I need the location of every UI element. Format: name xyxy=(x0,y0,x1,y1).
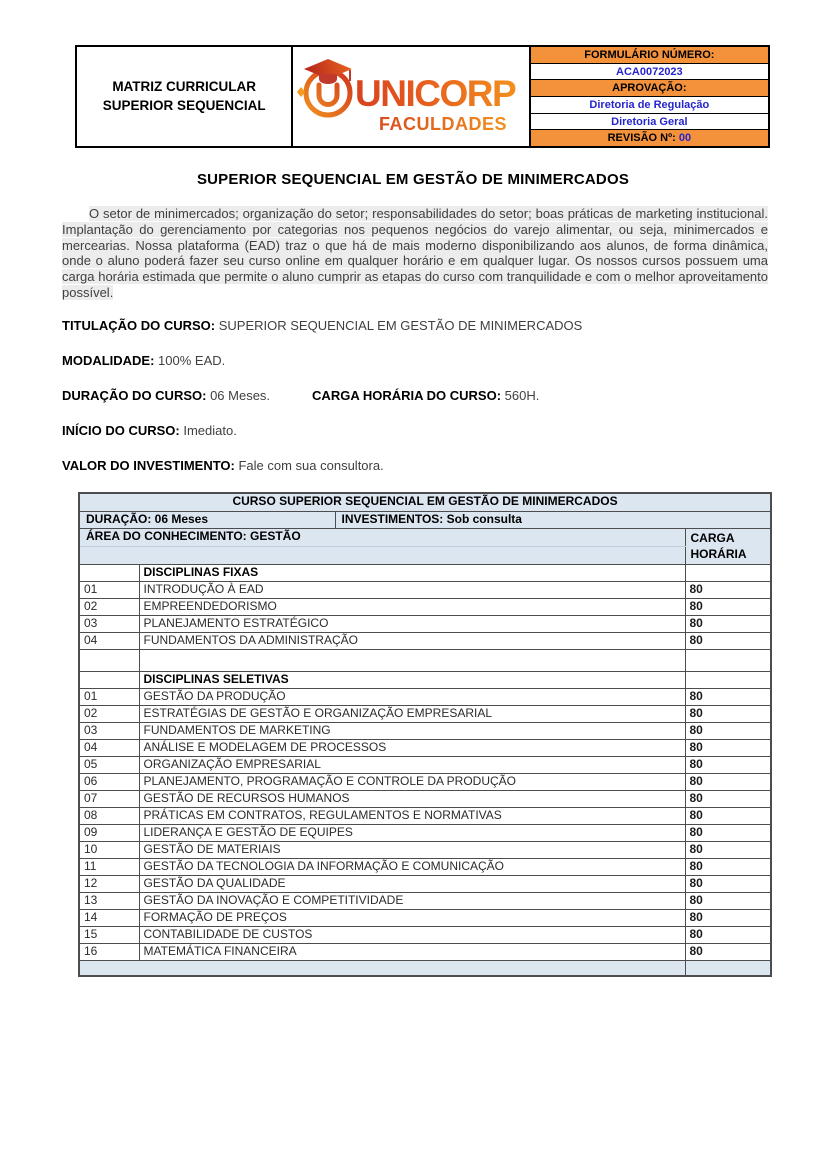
discipline-row xyxy=(79,841,771,858)
page-title: SUPERIOR SEQUENCIAL EM GESTÃO DE MINIMERCADOS xyxy=(196,171,630,188)
detail-modalidade-value: 100% EAD. xyxy=(154,353,226,368)
discipline-name: ANÁLISE E MODELAGEM DE PROCESSOS xyxy=(139,739,685,756)
spacer-name-cell xyxy=(139,649,685,671)
heading-hours-cell xyxy=(685,564,771,581)
discipline-row xyxy=(79,722,771,739)
discipline-row xyxy=(79,739,771,756)
discipline-name: FUNDAMENTOS DA ADMINISTRAÇÃO xyxy=(139,632,685,649)
discipline-hours: 80 xyxy=(685,598,771,615)
detail-titulacao-label: TITULAÇÃO DO CURSO: xyxy=(62,318,216,333)
discipline-hours: 80 xyxy=(685,892,771,909)
discipline-row xyxy=(79,581,771,598)
curriculum-table xyxy=(78,492,772,977)
discipline-name: PLANEJAMENTO, PROGRAMAÇÃO E CONTROLE DA PRODUÇÃO xyxy=(139,773,685,790)
unicorp-logo xyxy=(291,47,530,146)
discipline-name: GESTÃO DA TECNOLOGIA DA INFORMAÇÃO E COMUNICAÇÃO xyxy=(139,858,685,875)
discipline-number: 13 xyxy=(79,892,139,909)
discipline-hours: 80 xyxy=(685,943,771,960)
discipline-name: LIDERANÇA E GESTÃO DE EQUIPES xyxy=(139,824,685,841)
detail-inicio-label: INÍCIO DO CURSO: xyxy=(62,423,180,438)
discipline-hours: 80 xyxy=(685,841,771,858)
detail-inicio xyxy=(62,423,770,438)
discipline-name: FORMAÇÃO DE PREÇOS xyxy=(139,909,685,926)
detail-carga-label: CARGA HORÁRIA DO CURSO: xyxy=(312,388,502,403)
course-details xyxy=(62,318,770,493)
discipline-name: GESTÃO DA INOVAÇÃO E COMPETITIVIDADE xyxy=(139,892,685,909)
discipline-hours: 80 xyxy=(685,705,771,722)
table-area-empty-row xyxy=(79,546,771,564)
curriculum-rows xyxy=(79,564,771,960)
curriculum-table-foot xyxy=(79,960,771,976)
discipline-row xyxy=(79,598,771,615)
logo-subtitle-text: FACULDADES xyxy=(379,113,508,134)
discipline-row xyxy=(79,615,771,632)
discipline-name: ORGANIZAÇÃO EMPRESARIAL xyxy=(139,756,685,773)
discipline-name: GESTÃO DE MATERIAIS xyxy=(139,841,685,858)
discipline-row xyxy=(79,688,771,705)
detail-carga-value: 560H. xyxy=(501,388,540,403)
course-description-text: O setor de minimercados; organização do setor; responsabilidades do setor; boas práticas de marketing institucional. Implantação do gerenciamento por categorias nos pequenos negócios do varejo alimentar, ou seja, minimercados e mercearias. Nossa plataforma (EAD) traz o que há de mais moderno disponibilizando aos alunos, de forma dinâmica, onde o aluno poderá fazer seu curso online em qualquer horário e em qualquer lugar. Os nossos cursos possuem uma carga horária estimada que permite o aluno cumprir as etapas do curso com tranquilidade e com o melhor aproveitamento possível. xyxy=(62,206,768,300)
discipline-hours: 80 xyxy=(685,807,771,824)
section-heading: DISCIPLINAS SELETIVAS xyxy=(139,671,685,688)
discipline-name: ESTRATÉGIAS DE GESTÃO E ORGANIZAÇÃO EMPRESARIAL xyxy=(139,705,685,722)
discipline-number: 04 xyxy=(79,632,139,649)
detail-modalidade xyxy=(62,353,770,368)
hours-column-header: CARGA HORÁRIA xyxy=(685,528,771,564)
section-spacer-row xyxy=(79,649,771,671)
discipline-row xyxy=(79,632,771,649)
discipline-number: 03 xyxy=(79,615,139,632)
discipline-number: 08 xyxy=(79,807,139,824)
table-area-row xyxy=(79,528,771,546)
detail-valor-value: Fale com sua consultora. xyxy=(234,458,384,473)
discipline-hours: 80 xyxy=(685,790,771,807)
discipline-row xyxy=(79,943,771,960)
detail-duracao-carga xyxy=(62,388,770,403)
revision-value: 00 xyxy=(678,132,692,145)
discipline-number: 03 xyxy=(79,722,139,739)
detail-titulacao xyxy=(62,318,770,333)
discipline-row xyxy=(79,909,771,926)
discipline-hours: 80 xyxy=(685,756,771,773)
discipline-hours: 80 xyxy=(685,632,771,649)
form-number-value: ACA0072023 xyxy=(531,64,768,81)
discipline-row xyxy=(79,756,771,773)
discipline-name: CONTABILIDADE DE CUSTOS xyxy=(139,926,685,943)
discipline-row xyxy=(79,875,771,892)
detail-titulacao-value: SUPERIOR SEQUENCIAL EM GESTÃO DE MINIMERCADOS xyxy=(215,318,583,333)
discipline-number: 16 xyxy=(79,943,139,960)
heading-number-cell xyxy=(79,671,139,688)
discipline-name: PLANEJAMENTO ESTRATÉGICO xyxy=(139,615,685,632)
discipline-hours: 80 xyxy=(685,722,771,739)
section-heading: DISCIPLINAS FIXAS xyxy=(139,564,685,581)
doc-title-line2: SUPERIOR SEQUENCIAL xyxy=(102,97,266,113)
discipline-name: MATEMÁTICA FINANCEIRA xyxy=(139,943,685,960)
approval-value-geral: Diretoria Geral xyxy=(531,114,768,131)
discipline-name: EMPREENDEDORISMO xyxy=(139,598,685,615)
discipline-number: 05 xyxy=(79,756,139,773)
discipline-name: GESTÃO DE RECURSOS HUMANOS xyxy=(139,790,685,807)
discipline-number: 02 xyxy=(79,705,139,722)
discipline-number: 01 xyxy=(79,581,139,598)
discipline-number: 02 xyxy=(79,598,139,615)
discipline-hours: 80 xyxy=(685,875,771,892)
table-area: ÁREA DO CONHECIMENTO: GESTÃO xyxy=(79,528,685,546)
discipline-row xyxy=(79,858,771,875)
table-title: CURSO SUPERIOR SEQUENCIAL EM GESTÃO DE MINIMERCADOS xyxy=(79,493,771,511)
logo-brand-text: UNICORP xyxy=(355,72,516,114)
discipline-number: 12 xyxy=(79,875,139,892)
discipline-row xyxy=(79,926,771,943)
discipline-hours: 80 xyxy=(685,926,771,943)
discipline-row xyxy=(79,892,771,909)
discipline-hours: 80 xyxy=(685,615,771,632)
form-info-table xyxy=(531,47,768,146)
revision-row xyxy=(531,130,768,146)
discipline-number: 07 xyxy=(79,790,139,807)
discipline-number: 06 xyxy=(79,773,139,790)
detail-duracao-value: 06 Meses. xyxy=(206,388,271,403)
discipline-hours: 80 xyxy=(685,581,771,598)
table-bottom-left-cell xyxy=(79,960,685,976)
spacer-hours-cell xyxy=(685,649,771,671)
discipline-row xyxy=(79,773,771,790)
section-heading-row xyxy=(79,564,771,581)
detail-valor-label: VALOR DO INVESTIMENTO: xyxy=(62,458,235,473)
discipline-row xyxy=(79,824,771,841)
document-type-title xyxy=(77,47,291,146)
unicorp-logo-graphic xyxy=(295,49,527,145)
table-title-row xyxy=(79,493,771,511)
discipline-number: 01 xyxy=(79,688,139,705)
heading-number-cell xyxy=(79,564,139,581)
detail-valor xyxy=(62,458,770,473)
discipline-number: 10 xyxy=(79,841,139,858)
discipline-number: 14 xyxy=(79,909,139,926)
doc-title-line1: MATRIZ CURRICULAR xyxy=(112,78,257,94)
discipline-hours: 80 xyxy=(685,739,771,756)
table-duration: DURAÇÃO: 06 Meses xyxy=(79,511,335,528)
table-bottom-row xyxy=(79,960,771,976)
approval-value-regulacao: Diretoria de Regulação xyxy=(531,97,768,114)
discipline-name: PRÁTICAS EM CONTRATOS, REGULAMENTOS E NORMATIVAS xyxy=(139,807,685,824)
discipline-number: 04 xyxy=(79,739,139,756)
discipline-name: INTRODUÇÃO À EAD xyxy=(139,581,685,598)
table-duration-row xyxy=(79,511,771,528)
discipline-hours: 80 xyxy=(685,688,771,705)
discipline-hours: 80 xyxy=(685,824,771,841)
discipline-name: GESTÃO DA PRODUÇÃO xyxy=(139,688,685,705)
discipline-hours: 80 xyxy=(685,858,771,875)
section-heading-row xyxy=(79,671,771,688)
curriculum-table-head xyxy=(79,493,771,564)
discipline-name: GESTÃO DA QUALIDADE xyxy=(139,875,685,892)
discipline-number: 09 xyxy=(79,824,139,841)
discipline-number: 15 xyxy=(79,926,139,943)
discipline-row xyxy=(79,705,771,722)
heading-hours-cell xyxy=(685,671,771,688)
discipline-row xyxy=(79,790,771,807)
discipline-number: 11 xyxy=(79,858,139,875)
detail-duracao-label: DURAÇÃO DO CURSO: xyxy=(62,388,207,403)
table-investments: INVESTIMENTOS: Sob consulta xyxy=(335,511,771,528)
table-area-empty-cell xyxy=(79,546,685,564)
course-description xyxy=(62,206,768,301)
table-bottom-hours-cell xyxy=(685,960,771,976)
discipline-name: FUNDAMENTOS DE MARKETING xyxy=(139,722,685,739)
approval-label: APROVAÇÃO: xyxy=(531,80,768,97)
document-header-table xyxy=(75,45,770,148)
detail-inicio-value: Imediato. xyxy=(179,423,237,438)
spacer-number-cell xyxy=(79,649,139,671)
discipline-row xyxy=(79,807,771,824)
discipline-hours: 80 xyxy=(685,909,771,926)
discipline-hours: 80 xyxy=(685,773,771,790)
detail-modalidade-label: MODALIDADE: xyxy=(62,353,155,368)
form-number-label: FORMULÁRIO NÚMERO: xyxy=(531,47,768,64)
revision-label: REVISÃO Nº: xyxy=(607,132,679,145)
